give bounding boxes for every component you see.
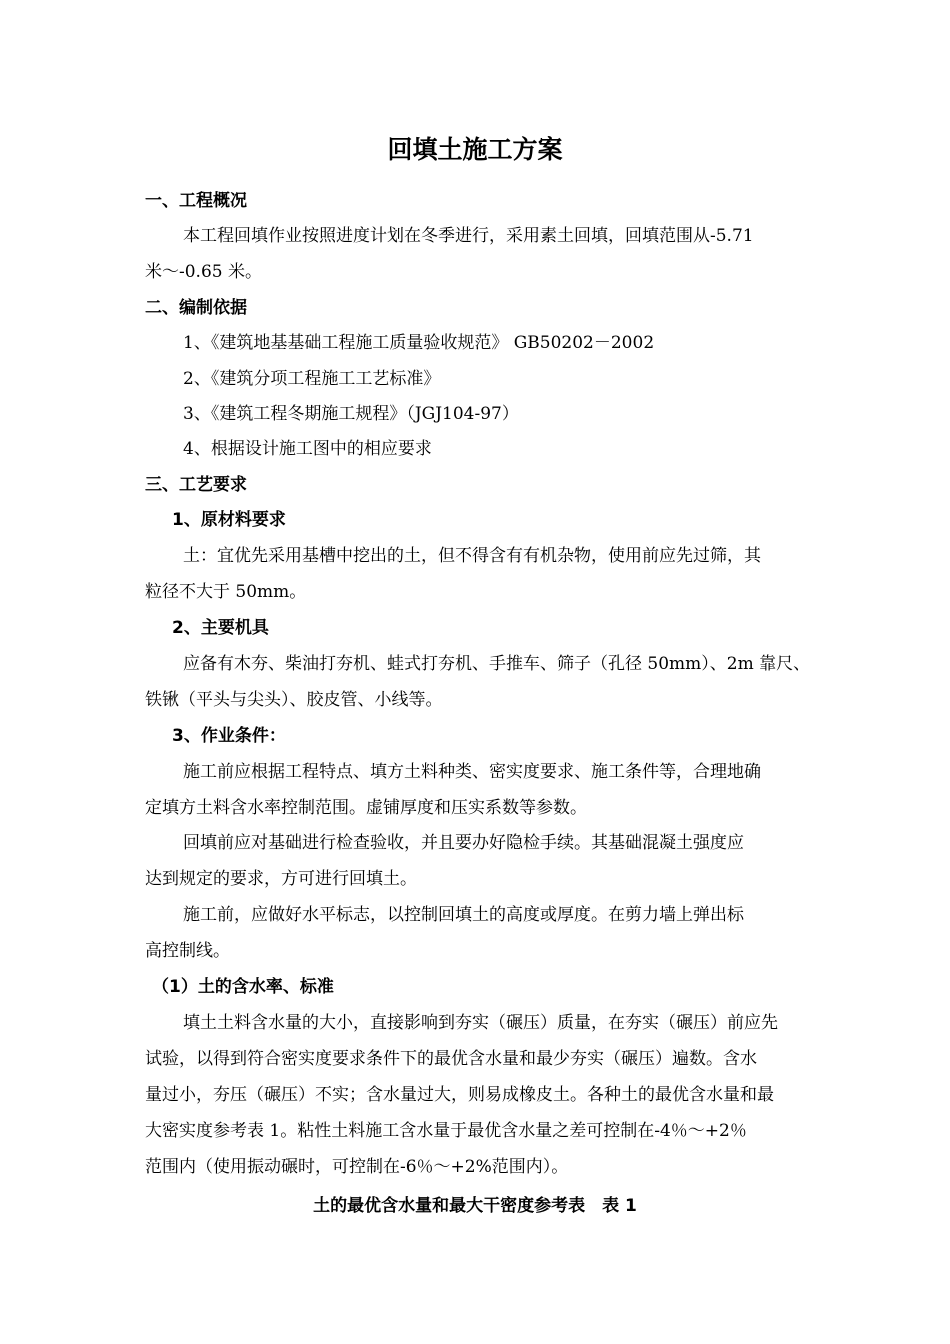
paragraph-line: 高控制线。 (145, 941, 230, 961)
paragraph-line: 量过小，夯压（碾压）不实；含水量过大，则易成橡皮土。各种土的最优含水量和最 (145, 1085, 774, 1105)
paragraph-line: 本工程回填作业按照进度计划在冬季进行，采用素土回填，回填范围从-5.71 (183, 226, 754, 246)
paragraph-line: 回填前应对基础进行检查验收，并且要办好隐检手续。其基础混凝土强度应 (183, 833, 744, 853)
list-item: 3、《建筑工程冬期施工规程》（JGJ104-97） (183, 404, 519, 424)
paragraph-line: 施工前应根据工程特点、填方土料种类、密实度要求、施工条件等，合理地确 (183, 762, 761, 782)
paragraph-line: 填土土料含水量的大小，直接影响到夯实（碾压）质量，在夯实（碾压）前应先 (183, 1013, 778, 1033)
document-title: 回填土施工方案 (387, 135, 563, 164)
section-heading-overview: 一、工程概况 (145, 191, 247, 211)
list-item: 1、《建筑地基基础工程施工质量验收规范》 GB50202－2002 (183, 333, 655, 353)
paragraph-line: 应备有木夯、柴油打夯机、蛙式打夯机、手推车、筛子（孔径 50mm）、2m 靠尺、 (183, 654, 811, 674)
subsection-heading-tools: 2、主要机具 (172, 618, 269, 638)
paragraph-line: 米～-0.65 米。 (145, 262, 262, 282)
section-heading-basis: 二、编制依据 (145, 298, 247, 318)
paragraph-line: 范围内（使用振动碾时，可控制在-6％～+2%范围内）。 (145, 1157, 569, 1177)
section-heading-process: 三、工艺要求 (145, 475, 247, 495)
paragraph-line: 定填方土料含水率控制范围。虚铺厚度和压实系数等参数。 (145, 798, 587, 818)
list-item: 4、根据设计施工图中的相应要求 (183, 439, 432, 459)
table-caption: 土的最优含水量和最大干密度参考表 表 1 (313, 1196, 637, 1216)
subsection-heading-moisture: （1）土的含水率、标准 (152, 977, 334, 997)
paragraph-line: 铁锹（平头与尖头）、胶皮管、小线等。 (145, 690, 443, 710)
paragraph-line: 施工前，应做好水平标志，以控制回填土的高度或厚度。在剪力墙上弹出标 (183, 905, 744, 925)
paragraph-line: 土：宜优先采用基槽中挖出的土，但不得含有有机杂物，使用前应先过筛，其 (183, 546, 761, 566)
paragraph-line: 达到规定的要求，方可进行回填土。 (145, 869, 417, 889)
paragraph-line: 试验，以得到符合密实度要求条件下的最优含水量和最少夯实（碾压）遍数。含水 (145, 1049, 757, 1069)
subsection-heading-materials: 1、原材料要求 (172, 510, 286, 530)
paragraph-line: 粒径不大于 50mm。 (145, 582, 307, 602)
paragraph-line: 大密实度参考表 1。粘性土料施工含水量于最优含水量之差可控制在-4％～+2％ (145, 1121, 747, 1141)
list-item: 2、《建筑分项工程施工工艺标准》 (183, 369, 441, 389)
subsection-heading-conditions: 3、作业条件： (172, 726, 286, 746)
